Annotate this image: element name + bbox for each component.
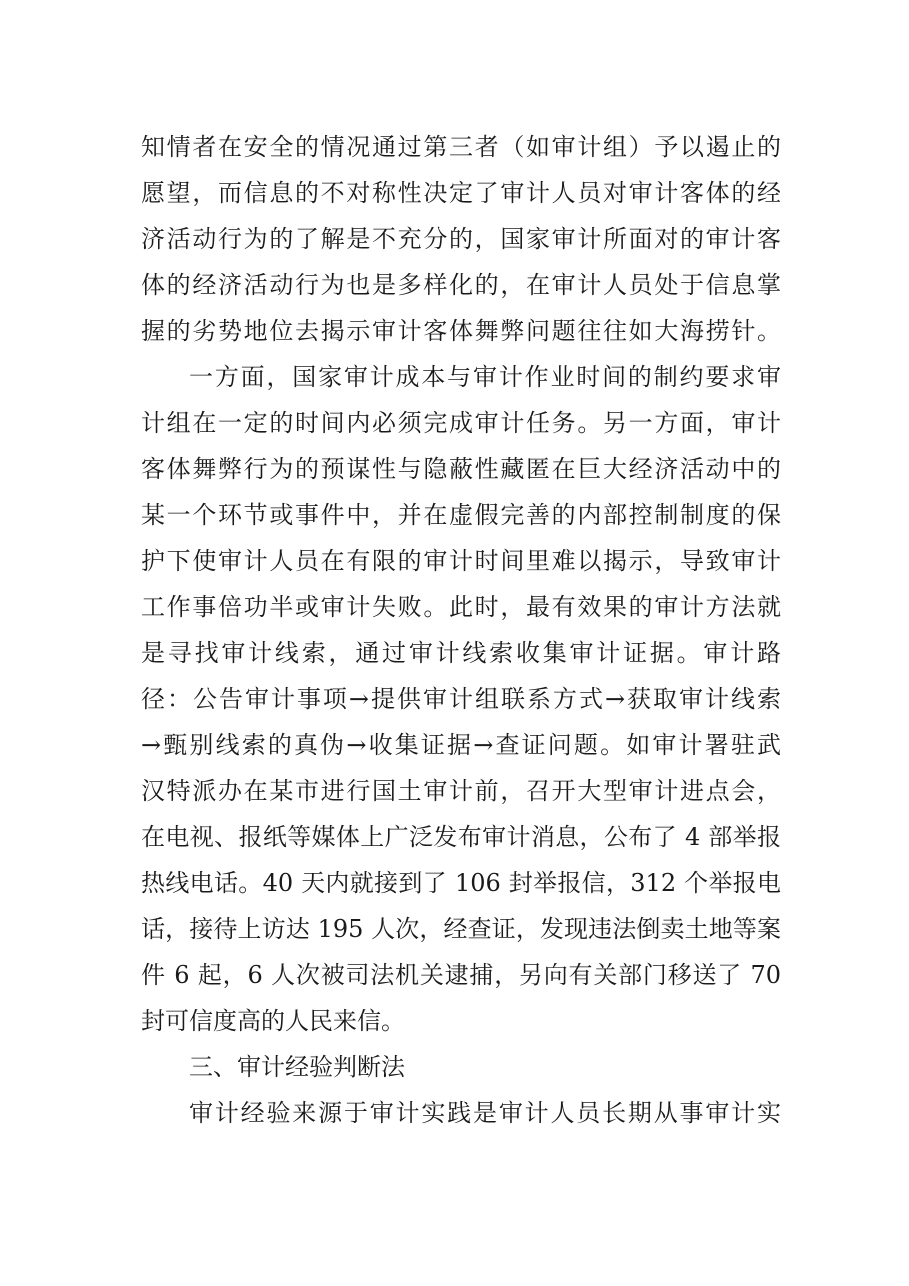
paragraph-2 — [141, 354, 781, 1044]
text-line: 件 6 起，6 人次被司法机关逮捕，另向有关部门移送了 70 — [141, 961, 781, 989]
text-line: 知情者在安全的情况通过第三者（如审计组）予以遏止的 — [141, 133, 781, 161]
text-line: 径：公告审计事项→提供审计组联系方式→获取审计线索 — [141, 685, 781, 713]
text-line: 愿望，而信息的不对称性决定了审计人员对审计客体的经 — [141, 179, 781, 207]
document-body — [141, 124, 781, 1136]
text-line: 封可信度高的人民来信。 — [141, 1007, 405, 1035]
text-line: 体的经济活动行为也是多样化的，在审计人员处于信息掌 — [141, 271, 781, 299]
text-line: 审计经验来源于审计实践是审计人员长期从事审计实 — [189, 1099, 781, 1127]
text-line: 某一个环节或事件中，并在虚假完善的内部控制制度的保 — [141, 501, 781, 529]
text-line: →甄别线索的真伪→收集证据→查证问题。如审计署驻武 — [141, 731, 781, 759]
text-line: 热线电话。40 天内就接到了 106 封举报信，312 个举报电 — [141, 869, 781, 897]
paragraph-1 — [141, 124, 781, 354]
text-line: 话，接待上访达 195 人次，经查证，发现违法倒卖土地等案 — [141, 915, 781, 943]
text-line: 在电视、报纸等媒体上广泛发布审计消息，公布了 4 部举报 — [141, 823, 781, 851]
text-line: 计组在一定的时间内必须完成审计任务。另一方面，审计 — [141, 409, 781, 437]
text-line: 汉特派办在某市进行国土审计前，召开大型审计进点会， — [141, 777, 781, 805]
section-heading: 三、审计经验判断法 — [189, 1053, 405, 1081]
text-line: 护下使审计人员在有限的审计时间里难以揭示，导致审计 — [141, 547, 781, 575]
text-line: 一方面，国家审计成本与审计作业时间的制约要求审 — [189, 363, 781, 391]
text-line: 工作事倍功半或审计失败。此时，最有效果的审计方法就 — [141, 593, 781, 621]
text-line: 客体舞弊行为的预谋性与隐蔽性藏匿在巨大经济活动中的 — [141, 455, 781, 483]
text-line: 济活动行为的了解是不充分的，国家审计所面对的审计客 — [141, 225, 781, 253]
text-line: 握的劣势地位去揭示审计客体舞弊问题往往如大海捞针。 — [141, 317, 781, 345]
paragraph-3 — [141, 1090, 781, 1136]
text-line: 是寻找审计线索，通过审计线索收集审计证据。审计路 — [141, 639, 781, 667]
